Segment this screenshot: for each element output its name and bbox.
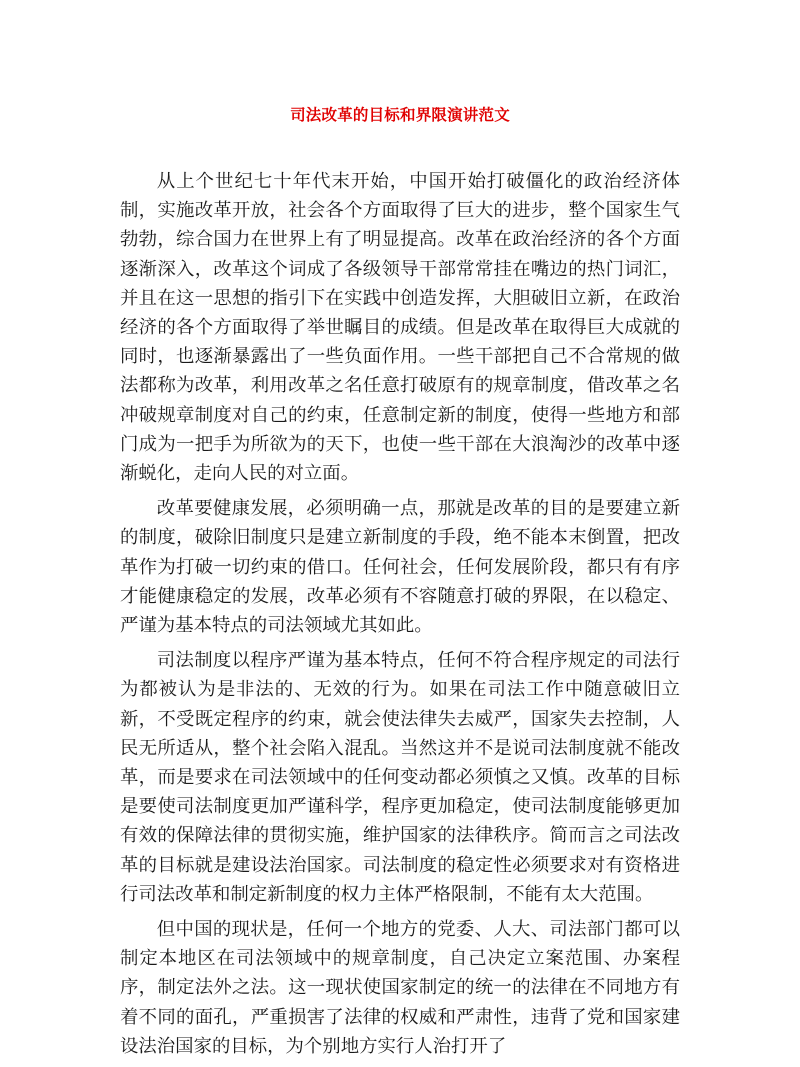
paragraph-3: 司法制度以程序严谨为基本特点，任何不符合程序规定的司法行为都被认为是非法的、无效的行为。如果在司法工作中随意破旧立新，不受既定程序的约束，就会使法律失去威严，国家失去控制，人民无所适从，整个社会陷入混乱。当然这并不是说司法制度就不能改革，而是要求在司法领域中的任何变动都必须慎之又慎。改革的目标是要使司法制度更加严谨科学，程序更加稳定，使司法制度能够更加有效的保障法律的贯彻实施，维护国家的法律秩序。简而言之司法改革的目标就是建设法治国家。司法制度的稳定性必须要求对有资格进行司法改革和制定新制度的权力主体严格限制，不能有太大范围。 [120,650,680,905]
paragraph-1: 从上个世纪七十年代末开始，中国开始打破僵化的政治经济体制，实施改革开放，社会各个方面取得了巨大的进步，整个国家生气勃勃，综合国力在世界上有了明显提高。改革在政治经济的各个方面逐渐深入，改革这个词成了各级领导干部常常挂在嘴边的热门词汇，并且在这一思想的指引下在实践中创造发挥，大胆破旧立新，在政治经济的各个方面取得了举世瞩目的成绩。但是改革在取得巨大成就的同时，也逐渐暴露出了一些负面作用。一些干部把自己不合常规的做法都称为改革，利用改革之名任意打破原有的规章制度，借改革之名冲破规章制度对自己的约束，任意制定新的制度，使得一些地方和部门成为一把手为所欲为的天下，也使一些干部在大浪淘沙的改革中逐渐蜕化，走向人民的对立面。 [120,171,680,485]
document-body [120,167,680,1067]
document-title: 司法改革的目标和界限演讲范文 [290,106,510,124]
paragraph-2: 改革要健康发展，必须明确一点，那就是改革的目的是要建立新的制度，破除旧制度只是建立新制度的手段，绝不能本末倒置，把改革作为打破一切约束的借口。任何社会，任何发展阶段，都只有有序才能健康稳定的发展，改革必须有不容随意打破的界限，在以稳定、严谨为基本特点的司法领域尤其如此。 [120,498,680,637]
paragraph-4: 但中国的现状是，任何一个地方的党委、人大、司法部门都可以制定本地区在司法领域中的规章制度，自己决定立案范围、办案程序，制定法外之法。这一现状使国家制定的统一的法律在不同地方有着不同的面孔，严重损害了法律的权威和严肃性，违背了党和国家建设法治国家的目标，为个别地方实行人治打开了 [120,919,680,1057]
